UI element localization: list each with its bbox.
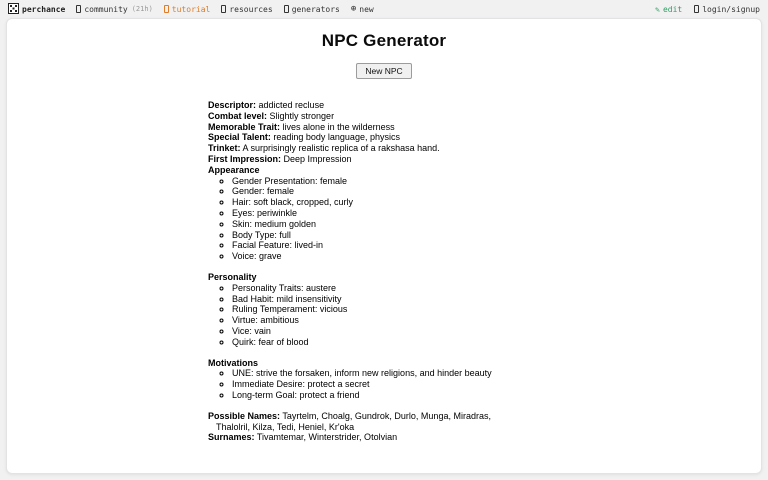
possible-names-label: Possible Names: <box>208 410 281 421</box>
nav-tutorial[interactable] <box>164 5 211 14</box>
list-item: ◦ Virtue: ambitious <box>232 315 510 326</box>
list-item: ◦ Gender Presentation: female <box>232 176 510 187</box>
nav-community[interactable] <box>76 5 152 14</box>
list-item: ◦ Gender: female <box>232 186 510 197</box>
field-combat-level-value: Slightly stronger <box>269 110 335 121</box>
npc-output <box>208 100 510 443</box>
field-first-impression-label: First Impression: <box>208 153 282 164</box>
edit-link[interactable] <box>655 5 682 14</box>
brand-home-link[interactable] <box>8 3 65 16</box>
topbar <box>0 0 768 18</box>
possible-names-line <box>208 411 510 433</box>
list-item: ◦ Body Type: full <box>232 230 510 241</box>
resources-icon <box>221 5 226 13</box>
perchance-logo-icon <box>8 3 19 16</box>
field-memorable-trait-label: Memorable Trait: <box>208 121 281 132</box>
nav-generators[interactable] <box>284 5 340 14</box>
field-combat-level <box>208 111 510 122</box>
section-title-motivations: Motivations <box>208 357 259 368</box>
field-special-talent-label: Special Talent: <box>208 132 271 143</box>
section-title-appearance: Appearance <box>208 164 260 175</box>
field-first-impression-value: Deep Impression <box>283 153 352 164</box>
generator-panel <box>6 18 762 474</box>
brand-label: perchance <box>22 4 66 14</box>
field-memorable-trait-value: lives alone in the wilderness <box>282 121 395 132</box>
list-item: ◦ Hair: soft black, cropped, curly <box>232 197 510 208</box>
topbar-left <box>8 3 385 16</box>
list-item: ◦ Long-term Goal: protect a friend <box>232 390 510 401</box>
login-signup-link[interactable] <box>694 5 760 14</box>
list-item: ◦ Personality Traits: austere <box>232 283 510 294</box>
surnames-line <box>208 432 510 443</box>
field-descriptor-label: Descriptor: <box>208 100 257 110</box>
list-item: ◦ Voice: grave <box>232 251 510 262</box>
field-descriptor-value: addicted recluse <box>258 100 325 110</box>
appearance-list <box>208 176 510 262</box>
nav-generators-label: generators <box>291 4 340 14</box>
field-trinket-label: Trinket: <box>208 143 241 154</box>
topbar-right <box>643 5 760 14</box>
list-item: ◦ Vice: vain <box>232 326 510 337</box>
field-trinket <box>208 143 510 154</box>
list-item: ◦ Bad Habit: mild insensitivity <box>232 294 510 305</box>
page-title: NPC Generator <box>321 31 447 50</box>
nav-resources-label: resources <box>229 4 273 14</box>
field-combat-level-label: Combat level: <box>208 110 268 121</box>
button-row <box>7 61 761 79</box>
motivations-list <box>208 368 510 400</box>
surnames-label: Surnames: <box>208 432 255 443</box>
new-npc-button[interactable]: New NPC <box>356 63 411 79</box>
generators-icon <box>284 5 289 13</box>
lock-icon <box>694 5 699 13</box>
field-descriptor <box>208 100 510 111</box>
nav-community-label: community <box>84 4 128 14</box>
nav-new[interactable] <box>351 5 374 14</box>
community-time-badge: (21h) <box>131 5 153 13</box>
possible-names-value: Tayrtelm, Choalg, Gundrok, Durlo, Munga, Miradras, Thalolril, Kilza, Tedi, Heniel, Kr'oka <box>216 410 491 432</box>
field-first-impression <box>208 154 510 165</box>
list-item: ◦ Eyes: periwinkle <box>232 208 510 219</box>
edit-label: edit <box>662 4 683 14</box>
field-memorable-trait <box>208 122 510 133</box>
personality-list <box>208 283 510 348</box>
tutorial-icon <box>164 5 169 13</box>
login-signup-label: login/signup <box>702 4 760 14</box>
field-special-talent <box>208 132 510 143</box>
field-trinket-value: A surprisingly realistic replica of a rakshasa hand. <box>242 143 440 154</box>
community-icon <box>76 5 81 13</box>
section-title-personality: Personality <box>208 271 257 282</box>
pencil-icon: ✎ <box>655 4 660 14</box>
nav-resources[interactable] <box>221 5 272 14</box>
field-special-talent-value: reading body language, physics <box>273 132 400 143</box>
nav-new-label: new <box>359 4 374 14</box>
list-item: ◦ Quirk: fear of blood <box>232 337 510 348</box>
list-item: ◦ Facial Feature: lived-in <box>232 240 510 251</box>
plus-circle-icon: ⊕ <box>350 4 357 14</box>
list-item: ◦ Ruling Temperament: vicious <box>232 304 510 315</box>
list-item: ◦ UNE: strive the forsaken, inform new religions, and hinder beauty <box>232 368 510 379</box>
nav-tutorial-label: tutorial <box>171 4 211 14</box>
list-item: ◦ Immediate Desire: protect a secret <box>232 379 510 390</box>
surnames-value: Tivamtemar, Winterstrider, Otolvian <box>256 432 398 443</box>
list-item: ◦ Skin: medium golden <box>232 219 510 230</box>
